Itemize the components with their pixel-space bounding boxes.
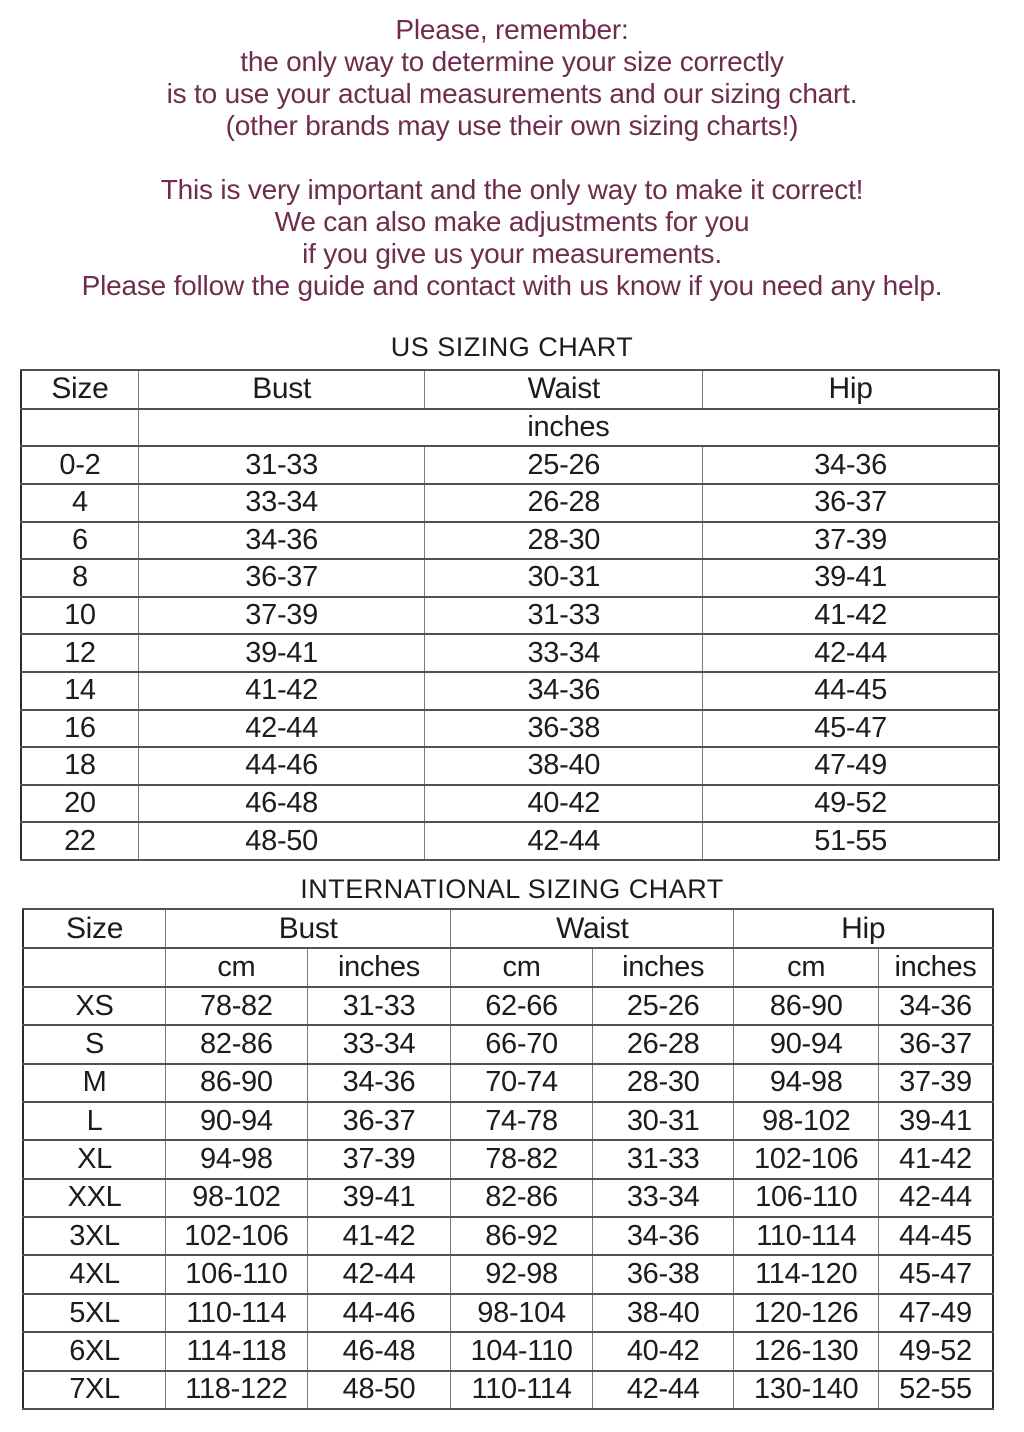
table-cell: 5XL — [23, 1294, 166, 1332]
table-cell: 102-106 — [166, 1217, 308, 1255]
table-cell: 44-46 — [307, 1294, 451, 1332]
table-cell: 34-36 — [703, 446, 999, 484]
table-cell: 36-37 — [878, 1025, 993, 1063]
table-cell: 4 — [21, 484, 138, 522]
table-row — [23, 1332, 993, 1370]
table-cell: L — [23, 1102, 166, 1140]
intro-text — [0, 0, 1024, 302]
table-cell: 38-40 — [425, 747, 703, 785]
table-cell: 42-44 — [425, 822, 703, 860]
intl-header-row — [23, 909, 993, 948]
table-cell: 36-38 — [592, 1255, 734, 1293]
empty-cell — [21, 409, 138, 447]
table-cell: 41-42 — [138, 672, 425, 710]
table-cell: 28-30 — [592, 1064, 734, 1102]
table-cell: 82-86 — [451, 1179, 593, 1217]
table-cell: 70-74 — [451, 1064, 593, 1102]
intl-unit-row — [23, 948, 993, 986]
table-row — [21, 747, 999, 785]
intro-line: Please follow the guide and contact with us know if you need any help. — [81, 270, 943, 301]
column-header-bust: Bust — [166, 909, 451, 948]
table-cell: 94-98 — [734, 1064, 879, 1102]
us-header-row — [21, 370, 999, 409]
intro-line: This is very important and the only way to make it correct! — [160, 174, 864, 205]
unit-label-cell: inches — [592, 948, 734, 986]
table-cell: 36-37 — [138, 559, 425, 597]
intro-line: if you give us your measurements. — [302, 238, 722, 269]
column-header-hip: Hip — [703, 370, 999, 409]
intro-block-1 — [0, 14, 1024, 142]
table-cell: 62-66 — [451, 987, 593, 1025]
table-cell: XS — [23, 987, 166, 1025]
table-cell: 16 — [21, 710, 138, 748]
table-cell: 34-36 — [878, 987, 993, 1025]
table-cell: 3XL — [23, 1217, 166, 1255]
intro-line: We can also make adjustments for you — [274, 206, 750, 237]
table-row — [23, 1255, 993, 1293]
intro-line: Please, remember: — [395, 14, 629, 45]
column-header-size: Size — [23, 909, 166, 948]
table-cell: 104-110 — [451, 1332, 593, 1370]
unit-label-cell: inches — [878, 948, 993, 986]
table-row — [23, 987, 993, 1025]
table-cell: 82-86 — [166, 1025, 308, 1063]
table-cell: 42-44 — [138, 710, 425, 748]
table-cell: 86-90 — [734, 987, 879, 1025]
table-cell: 34-36 — [307, 1064, 451, 1102]
table-cell: 42-44 — [878, 1179, 993, 1217]
table-cell: 25-26 — [425, 446, 703, 484]
table-cell: 47-49 — [703, 747, 999, 785]
table-cell: 33-34 — [425, 634, 703, 672]
table-cell: 33-34 — [592, 1179, 734, 1217]
table-cell: 42-44 — [592, 1371, 734, 1409]
column-header-waist: Waist — [451, 909, 734, 948]
table-cell: 37-39 — [878, 1064, 993, 1102]
table-cell: 110-114 — [734, 1217, 879, 1255]
table-cell: 36-37 — [307, 1102, 451, 1140]
table-cell: S — [23, 1025, 166, 1063]
table-row — [23, 1179, 993, 1217]
table-cell: XXL — [23, 1179, 166, 1217]
table-row — [23, 1064, 993, 1102]
table-cell: 36-38 — [425, 710, 703, 748]
table-row — [21, 559, 999, 597]
table-row — [23, 1140, 993, 1178]
table-cell: 44-46 — [138, 747, 425, 785]
table-cell: 110-114 — [166, 1294, 308, 1332]
table-row — [21, 634, 999, 672]
table-cell: 33-34 — [307, 1025, 451, 1063]
table-cell: 12 — [21, 634, 138, 672]
table-cell: 45-47 — [878, 1255, 993, 1293]
table-row — [21, 446, 999, 484]
intl-sizing-table — [22, 908, 994, 1410]
table-cell: 41-42 — [878, 1140, 993, 1178]
us-unit-row — [21, 409, 999, 447]
table-cell: 114-120 — [734, 1255, 879, 1293]
table-cell: 92-98 — [451, 1255, 593, 1293]
table-cell: 106-110 — [734, 1179, 879, 1217]
table-cell: 74-78 — [451, 1102, 593, 1140]
table-cell: 94-98 — [166, 1140, 308, 1178]
intro-line: (other brands may use their own sizing charts!) — [225, 110, 799, 141]
table-cell: 6XL — [23, 1332, 166, 1370]
table-cell: 98-102 — [734, 1102, 879, 1140]
us-sizing-table — [20, 369, 1000, 861]
table-cell: 44-45 — [703, 672, 999, 710]
table-cell: 30-31 — [425, 559, 703, 597]
table-cell: 86-92 — [451, 1217, 593, 1255]
table-cell: 98-104 — [451, 1294, 593, 1332]
table-cell: 66-70 — [451, 1025, 593, 1063]
table-cell: 37-39 — [703, 522, 999, 560]
column-header-hip: Hip — [734, 909, 993, 948]
column-header-waist: Waist — [425, 370, 703, 409]
table-cell: XL — [23, 1140, 166, 1178]
intro-line: the only way to determine your size correctly — [240, 46, 784, 77]
table-cell: 41-42 — [703, 597, 999, 635]
table-cell: 42-44 — [307, 1255, 451, 1293]
table-cell: 31-33 — [592, 1140, 734, 1178]
unit-label-cell: cm — [734, 948, 879, 986]
table-cell: 4XL — [23, 1255, 166, 1293]
table-cell: 102-106 — [734, 1140, 879, 1178]
table-cell: 51-55 — [703, 822, 999, 860]
table-cell: 98-102 — [166, 1179, 308, 1217]
table-cell: 25-26 — [592, 987, 734, 1025]
table-cell: 130-140 — [734, 1371, 879, 1409]
table-cell: 31-33 — [425, 597, 703, 635]
table-cell: 110-114 — [451, 1371, 593, 1409]
unit-label-cell: cm — [451, 948, 593, 986]
table-row — [23, 1371, 993, 1409]
table-cell: 39-41 — [138, 634, 425, 672]
table-cell: 30-31 — [592, 1102, 734, 1140]
table-cell: 28-30 — [425, 522, 703, 560]
table-cell: 18 — [21, 747, 138, 785]
table-cell: M — [23, 1064, 166, 1102]
us-chart-title: US SIZING CHART — [390, 332, 634, 362]
unit-label-cell: inches — [307, 948, 451, 986]
table-cell: 52-55 — [878, 1371, 993, 1409]
unit-label-cell: cm — [166, 948, 308, 986]
table-cell: 0-2 — [21, 446, 138, 484]
table-cell: 34-36 — [592, 1217, 734, 1255]
table-cell: 42-44 — [703, 634, 999, 672]
table-cell: 114-118 — [166, 1332, 308, 1370]
table-cell: 34-36 — [138, 522, 425, 560]
table-cell: 8 — [21, 559, 138, 597]
table-cell: 37-39 — [307, 1140, 451, 1178]
table-row — [21, 785, 999, 823]
table-cell: 31-33 — [138, 446, 425, 484]
table-cell: 49-52 — [878, 1332, 993, 1370]
table-cell: 78-82 — [166, 987, 308, 1025]
table-row — [21, 484, 999, 522]
table-cell: 106-110 — [166, 1255, 308, 1293]
column-header-bust: Bust — [138, 370, 425, 409]
table-cell: 33-34 — [138, 484, 425, 522]
table-cell: 90-94 — [166, 1102, 308, 1140]
table-row — [21, 597, 999, 635]
table-cell: 26-28 — [592, 1025, 734, 1063]
table-cell: 10 — [21, 597, 138, 635]
table-cell: 120-126 — [734, 1294, 879, 1332]
table-cell: 39-41 — [703, 559, 999, 597]
intl-chart-title: INTERNATIONAL SIZING CHART — [300, 874, 724, 904]
table-row — [23, 1102, 993, 1140]
intro-block-2 — [0, 174, 1024, 302]
table-cell: 6 — [21, 522, 138, 560]
table-cell: 20 — [21, 785, 138, 823]
empty-cell — [23, 948, 166, 986]
table-cell: 40-42 — [592, 1332, 734, 1370]
table-cell: 45-47 — [703, 710, 999, 748]
table-cell: 46-48 — [138, 785, 425, 823]
table-cell: 37-39 — [138, 597, 425, 635]
table-row — [21, 672, 999, 710]
table-cell: 31-33 — [307, 987, 451, 1025]
table-cell: 48-50 — [138, 822, 425, 860]
intro-line: is to use your actual measurements and our sizing chart. — [166, 78, 858, 109]
table-cell: 26-28 — [425, 484, 703, 522]
table-cell: 36-37 — [703, 484, 999, 522]
column-header-size: Size — [21, 370, 138, 409]
table-cell: 48-50 — [307, 1371, 451, 1409]
table-cell: 47-49 — [878, 1294, 993, 1332]
table-row — [23, 1025, 993, 1063]
table-cell: 126-130 — [734, 1332, 879, 1370]
table-row — [21, 822, 999, 860]
table-cell: 39-41 — [878, 1102, 993, 1140]
table-cell: 49-52 — [703, 785, 999, 823]
table-cell: 14 — [21, 672, 138, 710]
table-cell: 7XL — [23, 1371, 166, 1409]
table-cell: 44-45 — [878, 1217, 993, 1255]
table-row — [21, 522, 999, 560]
table-cell: 40-42 — [425, 785, 703, 823]
table-row — [23, 1294, 993, 1332]
table-row — [23, 1217, 993, 1255]
table-cell: 118-122 — [166, 1371, 308, 1409]
table-cell: 22 — [21, 822, 138, 860]
table-cell: 34-36 — [425, 672, 703, 710]
table-cell: 86-90 — [166, 1064, 308, 1102]
table-cell: 78-82 — [451, 1140, 593, 1178]
table-cell: 39-41 — [307, 1179, 451, 1217]
table-cell: 90-94 — [734, 1025, 879, 1063]
table-cell: 38-40 — [592, 1294, 734, 1332]
table-row — [21, 710, 999, 748]
table-cell: 46-48 — [307, 1332, 451, 1370]
table-cell: 41-42 — [307, 1217, 451, 1255]
unit-label-cell: inches — [138, 409, 999, 447]
